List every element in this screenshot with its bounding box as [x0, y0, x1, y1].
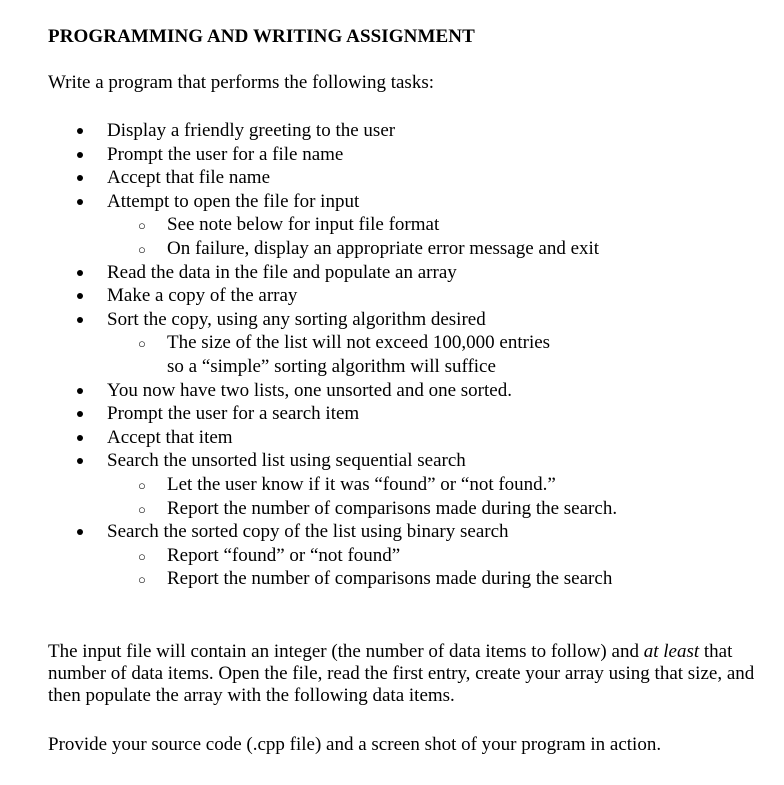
bullet-dot-icon [77, 199, 83, 205]
list-item [0, 261, 784, 284]
list-item [0, 402, 784, 425]
list-item [0, 143, 784, 166]
list-item-text: Search the unsorted list using sequential search [107, 450, 466, 471]
list-item [0, 190, 784, 213]
sub-list-item [0, 213, 784, 236]
hollow-bullet-icon: ○ [138, 478, 146, 493]
paragraph-text-start: The input file will contain an integer (the number of data items to follow) and [48, 641, 644, 662]
hollow-bullet-icon: ○ [138, 572, 146, 587]
sub-list-item [0, 331, 784, 354]
list-item [0, 119, 784, 142]
list-item-text: Display a friendly greeting to the user [107, 120, 396, 141]
input-file-paragraph [48, 641, 760, 707]
bullet-dot-icon [77, 293, 83, 299]
list-item-text: Sort the copy, using any sorting algorithm desired [107, 309, 486, 330]
bullet-dot-icon [77, 270, 83, 276]
sub-list-item [0, 355, 784, 378]
list-item [0, 284, 784, 307]
bullet-dot-icon [77, 529, 83, 535]
assignment-title: PROGRAMMING AND WRITING ASSIGNMENT [48, 26, 475, 47]
intro-text: Write a program that performs the following tasks: [48, 72, 434, 93]
list-item-text: Read the data in the file and populate an array [107, 262, 457, 283]
submission-paragraph: Provide your source code (.cpp file) and a screen shot of your program in action. [48, 734, 662, 755]
bullet-dot-icon [77, 458, 83, 464]
list-item [0, 308, 784, 331]
list-item [0, 379, 784, 402]
bullet-dot-icon [77, 411, 83, 417]
list-item [0, 520, 784, 543]
list-item-text: Report “found” or “not found” [167, 545, 401, 566]
list-item [0, 449, 784, 472]
bullet-dot-icon [77, 128, 83, 134]
list-item-text: Report the number of comparisons made during the search [167, 568, 613, 589]
bullet-dot-icon [77, 317, 83, 323]
list-item-text: so a “simple” sorting algorithm will suffice [167, 356, 496, 377]
sub-list-item [0, 544, 784, 567]
list-item-text: You now have two lists, one unsorted and one sorted. [107, 380, 512, 401]
hollow-bullet-icon: ○ [138, 218, 146, 233]
list-item-text: Accept that file name [107, 167, 271, 188]
list-item-text: Report the number of comparisons made during the search. [167, 498, 618, 519]
list-item-text: Attempt to open the file for input [107, 191, 360, 212]
list-item-text: Let the user know if it was “found” or “not found.” [167, 474, 556, 495]
sub-list-item [0, 497, 784, 520]
list-item [0, 166, 784, 189]
list-item-text: Prompt the user for a file name [107, 144, 344, 165]
hollow-bullet-icon: ○ [138, 549, 146, 564]
hollow-bullet-icon: ○ [138, 242, 146, 257]
list-item-text: Make a copy of the array [107, 285, 298, 306]
hollow-bullet-icon: ○ [138, 336, 146, 351]
bullet-dot-icon [77, 435, 83, 441]
sub-list-item [0, 473, 784, 496]
bullet-dot-icon [77, 388, 83, 394]
list-item-text: Accept that item [107, 427, 233, 448]
bullet-dot-icon [77, 175, 83, 181]
list-item-text: Prompt the user for a search item [107, 403, 360, 424]
list-item-text: On failure, display an appropriate error message and exit [167, 238, 600, 259]
list-item-text: See note below for input file format [167, 214, 440, 235]
sub-list-item [0, 237, 784, 260]
hollow-bullet-icon: ○ [138, 502, 146, 517]
sub-list-item [0, 567, 784, 590]
paragraph-emphasis: at least [643, 641, 700, 662]
list-item-text: Search the sorted copy of the list using binary search [107, 521, 509, 542]
list-item [0, 426, 784, 449]
paragraph-text-end: that number of data items. Open the file, read the first entry, create your array using that size, and then populate the array with the following data items. [48, 641, 755, 706]
bullet-dot-icon [77, 152, 83, 158]
list-item-text: The size of the list will not exceed 100,000 entries [167, 332, 551, 353]
